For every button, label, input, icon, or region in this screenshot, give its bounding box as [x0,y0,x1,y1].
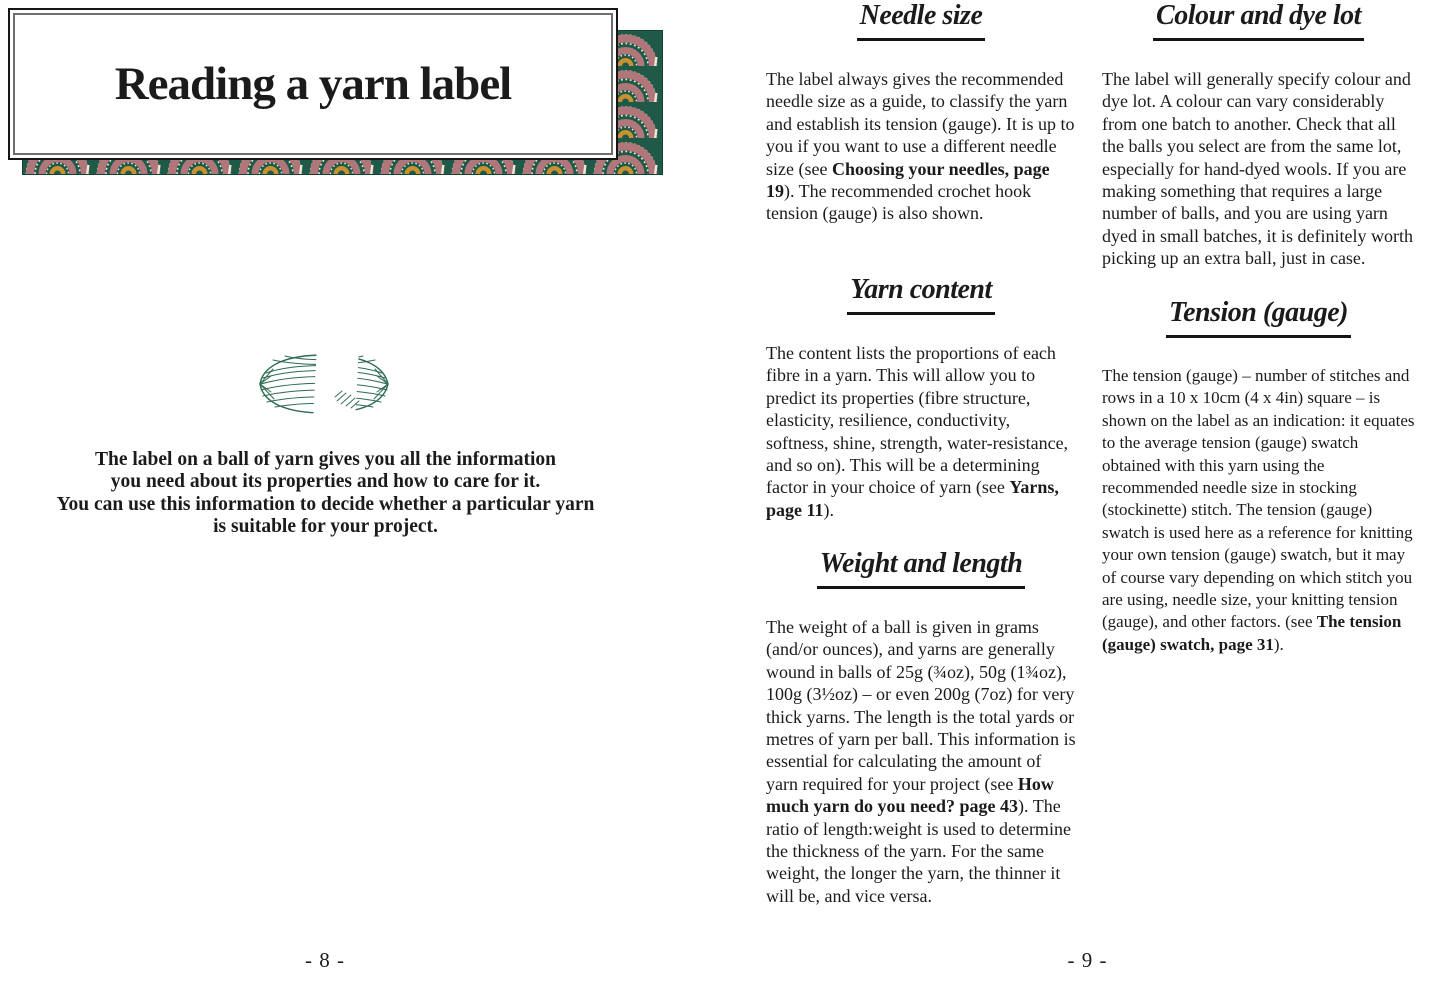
section-heading [766,548,1076,589]
paragraph-run: The weight of a ball is given in grams (and/or ounces), and yarns are generally wound in balls of 25g (¾oz), 50g (1¾oz), 100g (3½oz) – or even 200g (7oz) for very thick yarns. The length is the total yards or metres of yarn per ball. This information is essential for calculating the amount of yarn required for your project (see [766,617,1076,794]
title-box [8,8,618,160]
heading-yarn-content: Yarn content [847,274,995,315]
heading-weight-and-length: Weight and length [817,548,1026,589]
paragraph-run: ). The ratio of length:weight is used to determine the thickness of the yarn. For the same weight, the longer the yarn, the thinner it will be, and vice versa. [766,796,1071,906]
section-needle-size [766,0,1076,243]
paragraph-run: The label will generally specify colour and dye lot. A colour can vary considerably from one batch to another. Check that all the balls you select are from the same lot, especially for hand-dyed wools. If you are making something that requires a large number of balls, and you are using yarn dyed in small batches, it is definitely worth picking up an extra ball, just in case. [1102,69,1413,269]
page-number-left: - 8 - [305,948,345,972]
section-weight-and-length [766,548,1076,925]
section-heading [766,0,1076,41]
yarn-skein-illustration [253,345,395,426]
section-heading [1102,0,1415,41]
paragraph-run: ). [823,499,835,520]
paragraph-run-bold: Choosing your needles, page 19 [766,158,1050,202]
paragraph-run: The content lists the proportions of each fibre in a yarn. This will allow you to predict its properties (fibre structure, elasticity, resilience, conductivity, softness, shine, strength, water-resistance, and so on). This will be a determining factor in your choice of yarn (see [766,343,1069,498]
section-heading [1102,297,1415,338]
heading-tension-gauge: Tension (gauge) [1166,297,1351,338]
intro-line: The label on a ball of yarn gives you all the information [95,449,556,470]
page-number-right: - 9 - [1067,948,1108,972]
paragraph-run-bold: The tension (gauge) swatch, page 31 [1102,612,1402,654]
paragraph-run: ). The recommended crochet hook tension (gauge) is also shown. [766,181,1032,224]
paragraph-run: The label always gives the recommended needle size as a guide, to classify the yarn and establish its tension (gauge). It is up to you if you want to use a different needle size (see [766,69,1075,179]
section-paragraph [766,342,1076,521]
intro-line: You can use this information to decide whether a particular yarn [56,493,595,515]
paragraph-run-bold: How much yarn do you need? page 43 [766,773,1054,817]
section-paragraph [1102,365,1415,656]
paragraph-run: ). [1273,634,1284,654]
section-heading [766,274,1076,315]
yarn-skein-icon [253,345,395,421]
section-colour-and-dye-lot [1102,0,1415,288]
intro-text [43,449,608,539]
heading-colour-and-dye-lot: Colour and dye lot [1153,0,1364,41]
paragraph-run: The tension (gauge) – number of stitches and rows in a 10 x 10cm (4 x 4in) square – is shown on the label as an indication: it equates to the average tension (gauge) swatch obtained with this yarn using the recommended needle size in stocking (stockinette) stitch. The tension (gauge) swatch is used here as a reference for knitting your own tension (gauge) swatch, but it may of course vary depending on which stitch you are using, needle size, your knitting tension (gauge), and other factors. (see [1102,366,1415,632]
section-tension-gauge [1102,297,1415,673]
paragraph-run-bold: Yarns, page 11 [766,477,1059,520]
section-paragraph [766,616,1076,907]
intro-line: is suitable for your project. [213,516,438,538]
heading-needle-size: Needle size [857,0,986,41]
section-yarn-content [766,274,1076,539]
page-title: Reading a yarn label [114,58,512,110]
title-box-inner-border [13,13,613,155]
section-paragraph [1102,68,1415,270]
section-paragraph [766,68,1076,225]
intro-line: you need about its properties and how to care for it. [110,471,541,493]
